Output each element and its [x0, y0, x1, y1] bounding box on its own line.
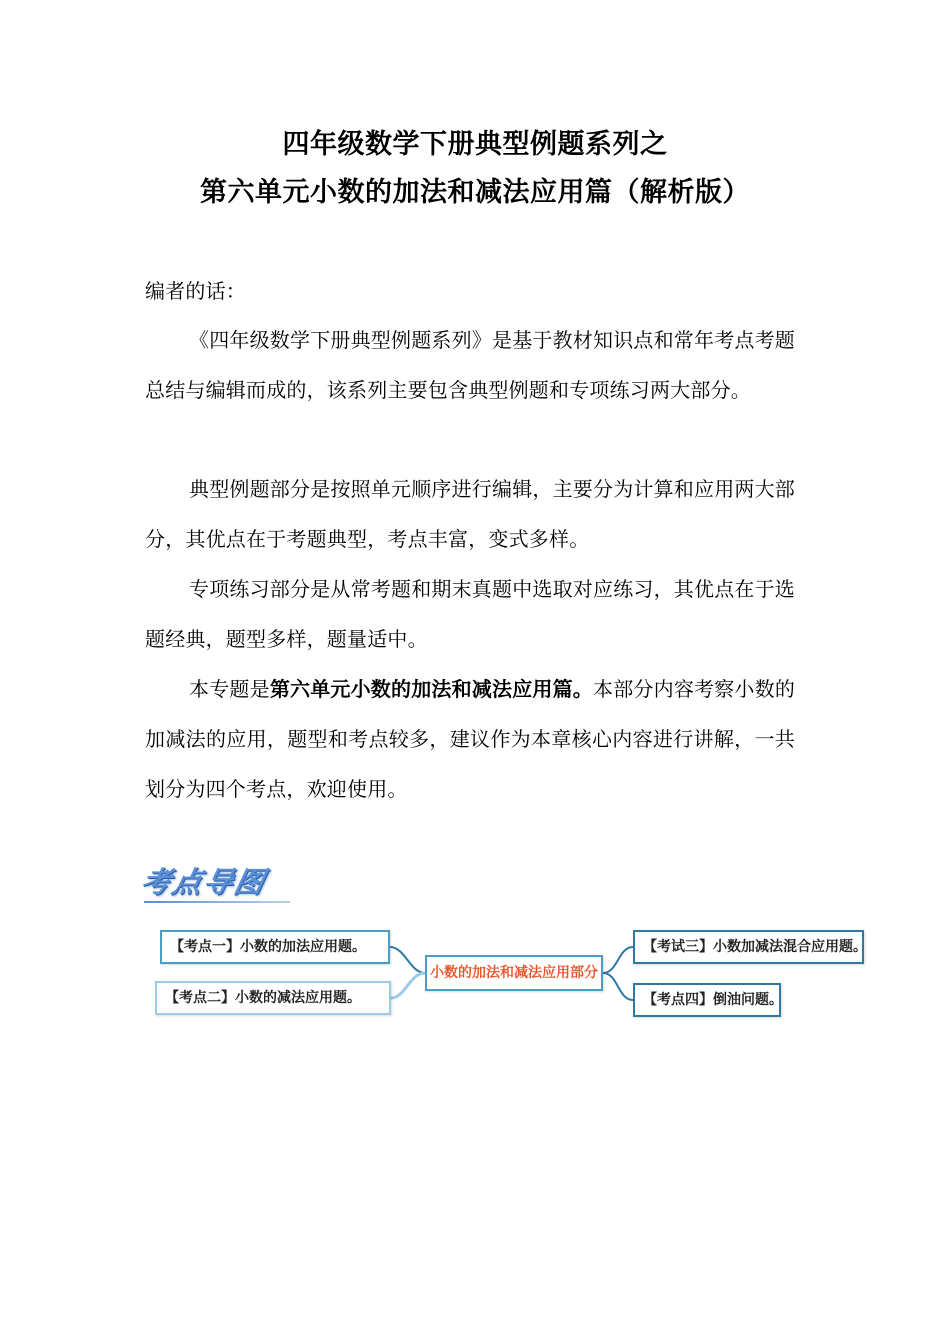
mindmap-heading: 考点导图 [138, 865, 270, 899]
document-title-line2: 第六单元小数的加法和减法应用篇（解析版） [200, 177, 750, 208]
mindmap-node-point-1: 【考点一】小数的加法应用题。 [160, 930, 390, 964]
mindmap-node-point-4: 【考点四】倒油问题。 [633, 983, 781, 1017]
paragraph-typical-examples: 典型例题部分是按照单元顺序进行编辑，主要分为计算和应用两大部分，其优点在于考题典型，考点丰富，变式多样。 [145, 477, 795, 551]
mindmap-node-point-3: 【考试三】小数加减法混合应用题。 [633, 930, 864, 964]
topic-summary-prefix: 本专题是 [189, 677, 270, 701]
mindmap-node-point-2: 【考点二】小数的减法应用题。 [155, 981, 391, 1015]
topic-summary-suffix: 本部分内容考察小数的加减法的应用，题型和考点较多，建议作为本章核心内容进行讲解，一共划分为四个考点，欢迎使用。 [145, 677, 796, 801]
connector-node-1 [390, 947, 425, 973]
mindmap-node-center: 小数的加法和减法应用部分 [425, 955, 603, 991]
topic-summary-bold: 第六单元小数的加法和减法应用篇。 [269, 677, 594, 701]
connector-node-4 [603, 973, 633, 1000]
paragraph-special-practice: 专项练习部分是从常考题和期末真题中选取对应练习，其优点在于选题经典，题型多样，题量适中。 [145, 577, 795, 651]
paragraph-series-intro: 《四年级数学下册典型例题系列》是基于教材知识点和常年考点考题总结与编辑而成的，该系列主要包含典型例题和专项练习两大部分。 [145, 328, 795, 402]
editor-note-label: 编者的话： [145, 279, 246, 303]
connector-node-3 [603, 947, 633, 973]
document-title-line1: 四年级数学下册典型例题系列之 [282, 129, 668, 160]
connector-node-2 [391, 973, 425, 998]
mindmap-diagram [0, 900, 950, 1040]
paragraph-topic-summary [145, 664, 795, 814]
